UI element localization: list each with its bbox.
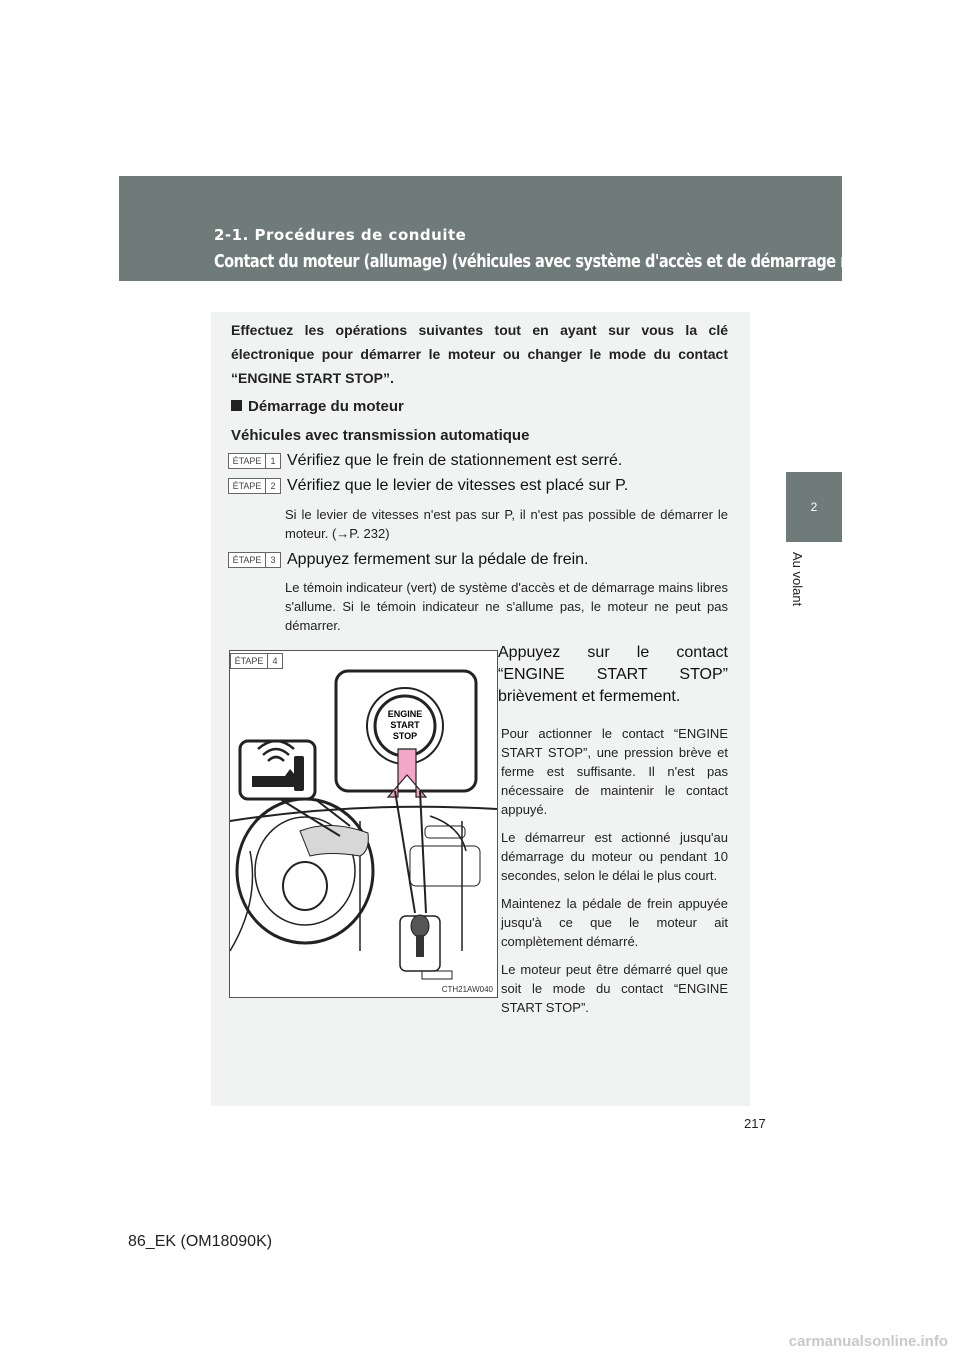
step-badge: ÉTAPE 4 <box>230 653 283 669</box>
step-text: Vérifiez que le levier de vitesses est placé sur P. <box>287 477 629 494</box>
start-button-figure <box>229 650 498 998</box>
watermark: carmanualsonline.info <box>788 1333 948 1350</box>
footer-code: 86_EK (OM18090K) <box>128 1233 273 1250</box>
transmission-title: Véhicules avec transmission automatique <box>231 427 530 444</box>
step-2 <box>228 477 628 495</box>
button-text-start: START <box>390 720 420 730</box>
button-text-engine: ENGINE <box>387 709 423 719</box>
chapter-label: Au volant <box>790 552 805 607</box>
step-badge: ÉTAPE 2 <box>228 478 281 494</box>
step-badge: ÉTAPE 1 <box>228 453 281 469</box>
page-title: Contact du moteur (allumage) (véhicules avec système d'accès et de démarrage mains libres) <box>214 252 941 272</box>
figure-code: CTH21AW040 <box>441 985 493 994</box>
step-4-column <box>498 642 728 1026</box>
step-4-text: Appuyez sur le contact “ENGINE START STOP” brièvement et fermement. <box>498 644 728 705</box>
step-3 <box>228 551 589 569</box>
step-2-note: Si le levier de vitesses n'est pas sur P, il n'est pas possible de démarrer le moteur. (→P. 232) <box>285 507 728 541</box>
header-band <box>119 176 941 281</box>
step-4-paragraph: Maintenez la pédale de frein appuyée jusqu'à ce que le moteur ait complètement démarré. <box>501 896 728 949</box>
page-number: 217 <box>744 1116 766 1131</box>
chapter-tab: 2 <box>786 472 842 542</box>
step-text: Vérifiez que le frein de stationnement est serré. <box>287 452 623 469</box>
intro-text: Effectuez les opérations suivantes tout en ayant sur vous la clé électronique pour démarrer le moteur ou changer le mode du contact “ENGINE START STOP”. <box>231 322 728 386</box>
subheading-text: Démarrage du moteur <box>248 398 404 415</box>
step-4-paragraph: Pour actionner le contact “ENGINE START STOP”, une pression brève et ferme est suffisante. Il n'est pas nécessaire de maintenir le contact appuyé. <box>501 726 728 817</box>
step-4-paragraph: Le moteur peut être démarré quel que soit le mode du contact “ENGINE START STOP”. <box>501 962 728 1015</box>
step-badge: ÉTAPE 3 <box>228 552 281 568</box>
step-1 <box>228 452 622 470</box>
button-text-stop: STOP <box>392 731 418 741</box>
step-text: Appuyez fermement sur la pédale de frein. <box>287 551 589 568</box>
section-label: 2-1. Procédures de conduite <box>214 226 467 244</box>
content-box <box>211 312 750 1106</box>
step-3-note: Le témoin indicateur (vert) de système d'accès et de démarrage mains libres s'allume. Si le témoin indicateur ne s'allume pas, le moteur ne peut pas démarrer. <box>285 580 728 633</box>
square-bullet-icon <box>231 400 242 411</box>
dashboard-illustration <box>230 651 497 997</box>
step-4-paragraph: Le démarreur est actionné jusqu'au démarrage du moteur ou pendant 10 secondes, selon le délai le plus court. <box>501 830 728 883</box>
subheading <box>231 398 404 415</box>
